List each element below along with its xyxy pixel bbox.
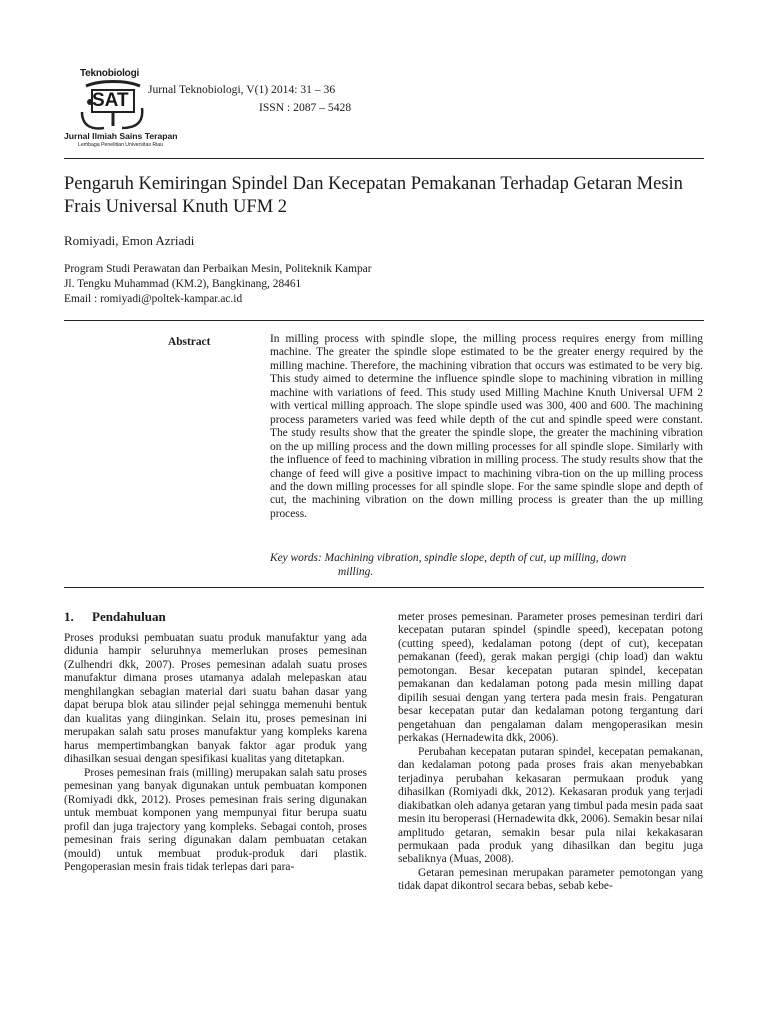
section-divider (64, 587, 704, 588)
paper-title: Pengaruh Kemiringan Spindel Dan Kecepatan Pemakanan Terhadap Getaran Mesin Frais Universal Knuth UFM 2 (64, 174, 683, 217)
keywords-line: Key words: Machining vibration, spindle slope, depth of cut, up milling, down (270, 552, 627, 564)
abstract-text: In milling process with spindle slope, the milling process requires energy from milling machine. The greater the spindle slope estimated to be the greater energy required by the milling machine. Therefore, the machining vibration that occurs was estimated to be very big. This study aimed to determine the influence spindle slope to machining vibration in milling machine with variations of feed. This study used Milling Machine Knuth Universal UFM 2 with vertical milling approach. The slope spindle used was 300, 400 and 600. The machining process parameters varied was feed while depth of the cut and spindle speed were constant. The study results show that the greater the spindle slope, the greater the machining vibration on the up milling process and the down milling processes for all spindle slope. Similarly with the influence of feed to machining vibration in milling process. The study results show that the change of feed will give a positive impact to machining vibra-tion on the up milling process and the down milling processes for all spindle slope. For the same spindle slope and depth of cut, the machining vibration on the down milling process is greater than the up milling process. (270, 333, 703, 520)
section-heading (64, 609, 166, 625)
section-title: Pendahuluan (92, 609, 166, 624)
email-line: Email : romiyadi@poltek-kampar.ac.id (64, 293, 243, 305)
keywords (270, 552, 703, 579)
affiliation-line: Program Studi Perawatan dan Perbaikan Mesin, Politeknik Kampar (64, 263, 372, 275)
body-paragraph: Getaran pemesinan merupakan parameter pemotongan yang tidak dapat dikontrol secara bebas, sebab kebe- (398, 866, 703, 893)
journal-info: Jurnal Teknobiologi, V(1) 2014: 31 – 36 (148, 83, 336, 96)
affiliation (64, 262, 372, 307)
affiliation-line: Jl. Tengku Muhammad (KM.2), Bangkinang, 28461 (64, 278, 302, 290)
abstract-label: Abstract (168, 336, 211, 348)
left-column (64, 632, 367, 874)
body-paragraph: Perubahan kecepatan putaran spindel, kecepatan pemakanan, dan kedalaman potong pada proses frais akan menyebabkan terjadinya perubahan kekasaran permukaan produk yang dihasilkan (Romiyadi dkk, 2012). Kekasaran produk yang terjadi diakibatkan oleh adanya getaran yang timbul pada mesin pada saat mesin itu beroperasi (Hernadewita dkk, 2006). Semakin besar nilai amplitudo getaran, semakin besar pula nilai kekakasaran permukaan pada produk yang dihasilkan dan begitu juga sebaliknya (Muas, 2008). (398, 745, 703, 866)
section-number: 1. (64, 609, 74, 624)
header-divider (64, 158, 704, 159)
logo-institution: Lembaga Penelitian Universitas Riau (78, 142, 164, 148)
right-column (398, 611, 703, 894)
logo-journal-name: Jurnal Ilmiah Sains Terapan (64, 131, 178, 141)
keywords-line: milling. (338, 565, 374, 578)
body-paragraph: Proses pemesinan frais (milling) merupakan salah satu proses pemesinan yang banyak digunakan untuk pembuatan komponen (Romiyadi dkk, 2012). Proses pemesinan frais sering digunakan untuk membuat komponen yang mempunyai fitur berupa suatu profil dan juga trajectory yang kompleks. Sebagai contoh, proses pemesinan frais sering digunakan dalam pembuatan cetakan (mould) untuk membuat produk-produk dari plastik. Pengoperasian mesin frais tidak terlepas dari para- (64, 766, 367, 873)
logo-acronym: SAT (92, 90, 129, 111)
journal-logo (62, 68, 178, 156)
body-paragraph: Proses produksi pembuatan suatu produk manufaktur yang ada didunia hampir seluruhnya memerlukan proses pemesinan (Zulhendri dkk, 2007). Proses pemesinan adalah suatu proses manufaktur dimana proses utamanya adalah melepaskan atau menghilangkan sebagian material dari suatu bahan dasar yang dapat berupa blok atau silinder pejal sehingga memenuhi bentuk dan kualitas yang diinginkan. Selain itu, proses pemesinan ini merupakan salah satu proses manufaktur yang kompleks karena harus mempertimbangkan banyak faktor agar produk yang dihasilkan sesuai dengan spesifikasi kualitas yang ditetapkan. (64, 632, 367, 766)
abstract-divider (64, 320, 704, 321)
issn: ISSN : 2087 – 5428 (259, 101, 352, 114)
logo-top-text: Teknobiologi (80, 68, 140, 79)
authors: Romiyadi, Emon Azriadi (64, 233, 195, 248)
body-paragraph: meter proses pemesinan. Parameter proses pemesinan terdiri dari kecepatan putaran spindel (spindle speed), kecepatan potong (cutting speed), kedalaman potong (dept of cut), kecepatan pemakanan (feed), gerak makan pergigi (chip load) dan waktu pemotongan. Besar kecepatan putaran spindel, kecepatan pemakanan dan kedalaman potong pada mesin milling dapat dipilih sesuai dengan yang tertera pada mesin frais. Pengaturan besar kecepatan putar dan kedalaman potong tergantung dari pengetahuan dan pengalaman dalam mengoperasikan mesin perkakas (Hernadewita dkk, 2006). (398, 611, 703, 745)
